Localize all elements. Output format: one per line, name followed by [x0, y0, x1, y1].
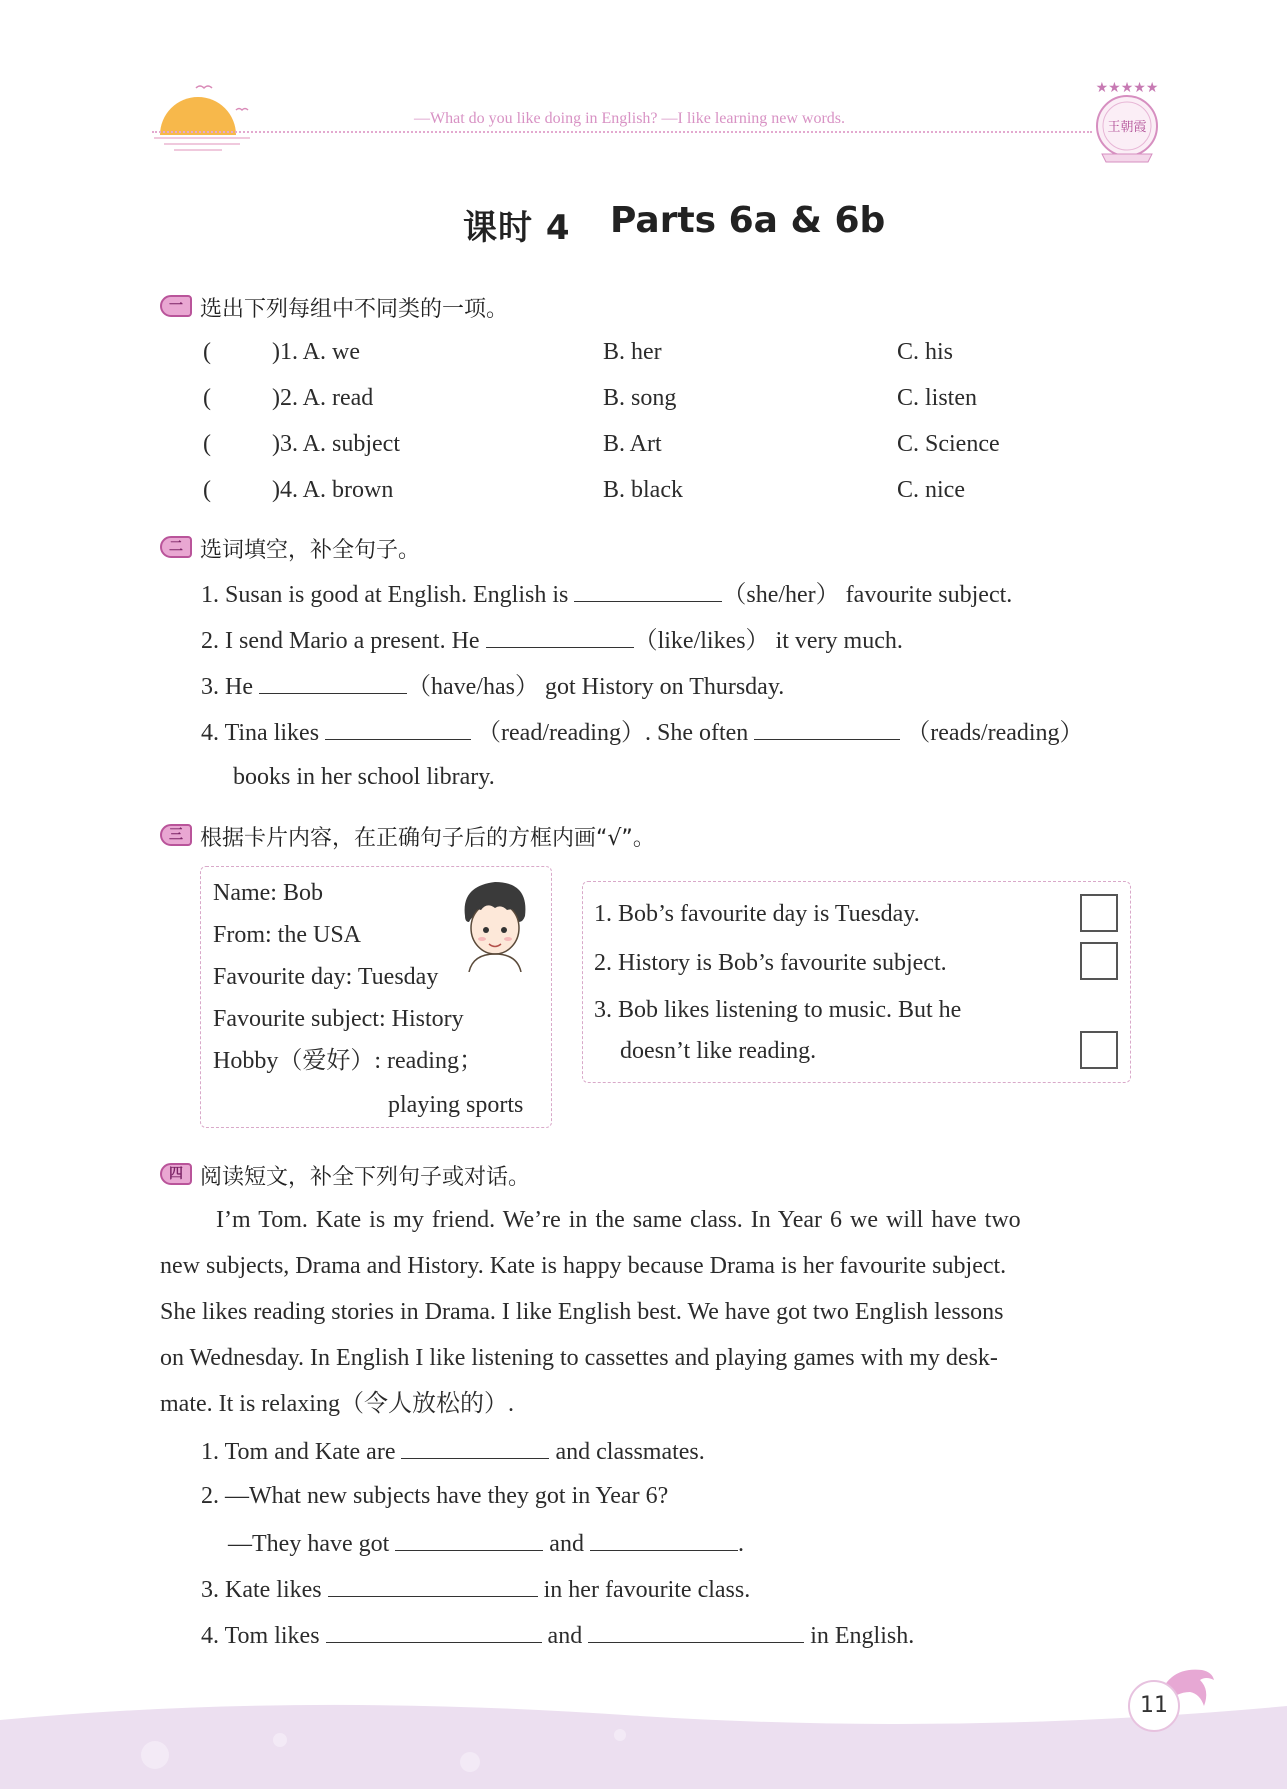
fill-sentence-4-option-2: （reads/reading） — [906, 720, 1084, 746]
question-3-post: in her favourite class. — [543, 1577, 751, 1603]
section-badge: 一 — [160, 295, 192, 317]
fill-sentence-1-option: （she/her） — [722, 582, 840, 608]
section-badge: 三 — [160, 824, 192, 846]
fill-sentence-4-pre: 4. Tina likes — [201, 720, 320, 746]
statement-3: 3. Bob likes listening to music. But he — [594, 997, 962, 1023]
header-divider — [152, 131, 1092, 133]
section-badge: 四 — [160, 1163, 192, 1185]
question-1-pre: 1. Tom and Kate are — [201, 1439, 396, 1465]
sunset-decoration — [150, 80, 260, 155]
page-number: 11 — [1128, 1680, 1180, 1732]
section-title: 根据卡片内容，在正确句子后的方框内画“√”。 — [200, 826, 655, 851]
question-4-pre: 4. Tom likes — [201, 1623, 320, 1649]
choice-row-2-b: B. song — [603, 385, 677, 411]
question-2: 2. —What new subjects have they got in Year 6? — [201, 1483, 669, 1509]
passage-line-1: I’m Tom. Kate is my friend. We’re in the same class. In Year 6 we will have two — [216, 1207, 1021, 1233]
choice-row-3-c: C. Science — [897, 431, 1000, 457]
fill-sentence-3-pre: 3. He — [201, 674, 253, 700]
statement-1: 1. Bob’s favourite day is Tuesday. — [594, 901, 920, 927]
answer-blank[interactable] — [259, 671, 407, 694]
boy-avatar-illustration — [455, 876, 535, 972]
svg-text:★★★★★: ★★★★★ — [1095, 80, 1159, 96]
card-name: Name: Bob — [213, 880, 323, 906]
section-badge: 二 — [160, 536, 192, 558]
fill-sentence-2-post: it very much. — [775, 628, 903, 654]
lesson-title-en: Parts 6a & 6b — [610, 200, 886, 241]
brand-logo — [1088, 78, 1166, 164]
answer-blank[interactable] — [395, 1528, 543, 1551]
card-favourite-day: Favourite day: Tuesday — [213, 964, 439, 990]
question-4 — [201, 1620, 914, 1650]
question-3-pre: 3. Kate likes — [201, 1577, 322, 1603]
answer-blank[interactable] — [328, 1574, 538, 1597]
question-1 — [201, 1436, 705, 1466]
answer-blank[interactable] — [754, 717, 900, 740]
fill-sentence-4 — [201, 717, 1084, 747]
choice-paren: ( — [203, 339, 211, 365]
question-2-answer — [228, 1528, 744, 1558]
card-hobby: Hobby（爱好）: reading； — [213, 1048, 483, 1074]
card-from: From: the USA — [213, 922, 362, 948]
choice-row-1-a: )1. A. we — [272, 339, 360, 365]
choice-row-3-a: )3. A. subject — [272, 431, 400, 457]
question-4-and: and — [547, 1623, 583, 1649]
fill-sentence-4-mid: She often — [656, 720, 749, 746]
section-title: 选词填空，补全句子。 — [200, 538, 421, 563]
fill-sentence-1-pre: 1. Susan is good at English. English is — [201, 582, 569, 608]
statement-3-continuation: doesn’t like reading. — [620, 1038, 817, 1064]
answer-blank[interactable] — [401, 1436, 549, 1459]
choice-paren: ( — [203, 477, 211, 503]
choice-row-2-c: C. listen — [897, 385, 978, 411]
section-title: 阅读短文，补全下列句子或对话。 — [200, 1165, 531, 1190]
choice-paren: ( — [203, 385, 211, 411]
fill-sentence-2-option: （like/likes） — [633, 628, 770, 654]
fill-sentence-1-post: favourite subject. — [845, 582, 1013, 608]
passage-line-2: new subjects, Drama and History. Kate is happy because Drama is her favourite subject. — [160, 1253, 1007, 1279]
answer-blank[interactable] — [574, 579, 722, 602]
statement-1-checkbox[interactable] — [1080, 894, 1118, 932]
answer-blank[interactable] — [325, 717, 471, 740]
question-1-post: and classmates. — [555, 1439, 705, 1465]
answer-blank[interactable] — [326, 1620, 542, 1643]
fill-sentence-4-option: （read/reading）. — [477, 720, 651, 746]
passage-line-3: She likes reading stories in Drama. I like English best. We have got two English lessons — [160, 1299, 1004, 1325]
answer-blank[interactable] — [486, 625, 634, 648]
footer-band — [0, 1700, 1287, 1789]
statement-2-checkbox[interactable] — [1080, 942, 1118, 980]
choice-row-1-c: C. his — [897, 339, 954, 365]
choice-row-4-c: C. nice — [897, 477, 965, 503]
fill-sentence-1 — [201, 579, 1012, 609]
choice-paren: ( — [203, 431, 211, 457]
header-dialogue: —What do you like doing in English? —I like learning new words. — [414, 110, 846, 127]
card-hobby-2: playing sports — [388, 1092, 524, 1118]
choice-row-3-b: B. Art — [603, 431, 662, 457]
statement-3-checkbox[interactable] — [1080, 1031, 1118, 1069]
card-favourite-subject: Favourite subject: History — [213, 1006, 464, 1032]
passage-line-5: mate. It is relaxing（令人放松的）. — [160, 1391, 514, 1417]
question-2-end: . — [737, 1531, 744, 1557]
choice-row-1-b: B. her — [603, 339, 662, 365]
fill-sentence-3-post: got History on Thursday. — [544, 674, 785, 700]
answer-blank[interactable] — [588, 1620, 804, 1643]
choice-row-4-b: B. black — [603, 477, 683, 503]
choice-row-2-a: )2. A. read — [272, 385, 374, 411]
fill-sentence-4-continuation: books in her school library. — [233, 764, 495, 790]
brand-logo-text: 王朝霞 — [1107, 120, 1147, 135]
question-2-pre: —They have got — [228, 1531, 390, 1557]
passage-line-4: on Wednesday. In English I like listening to cassettes and playing games with my desk- — [160, 1345, 998, 1371]
answer-blank[interactable] — [590, 1528, 738, 1551]
statement-2: 2. History is Bob’s favourite subject. — [594, 950, 947, 976]
question-4-post: in English. — [810, 1623, 915, 1649]
fill-sentence-3-option: （have/has） — [406, 674, 539, 700]
fill-sentence-3 — [201, 671, 784, 701]
question-2-and: and — [549, 1531, 584, 1557]
section-title: 选出下列每组中不同类的一项。 — [200, 297, 509, 322]
question-3 — [201, 1574, 750, 1604]
fill-sentence-2 — [201, 625, 903, 655]
fill-sentence-2-pre: 2. I send Mario a present. He — [201, 628, 480, 654]
lesson-title-cn: 课时 4 — [463, 208, 571, 248]
choice-row-4-a: )4. A. brown — [272, 477, 394, 503]
